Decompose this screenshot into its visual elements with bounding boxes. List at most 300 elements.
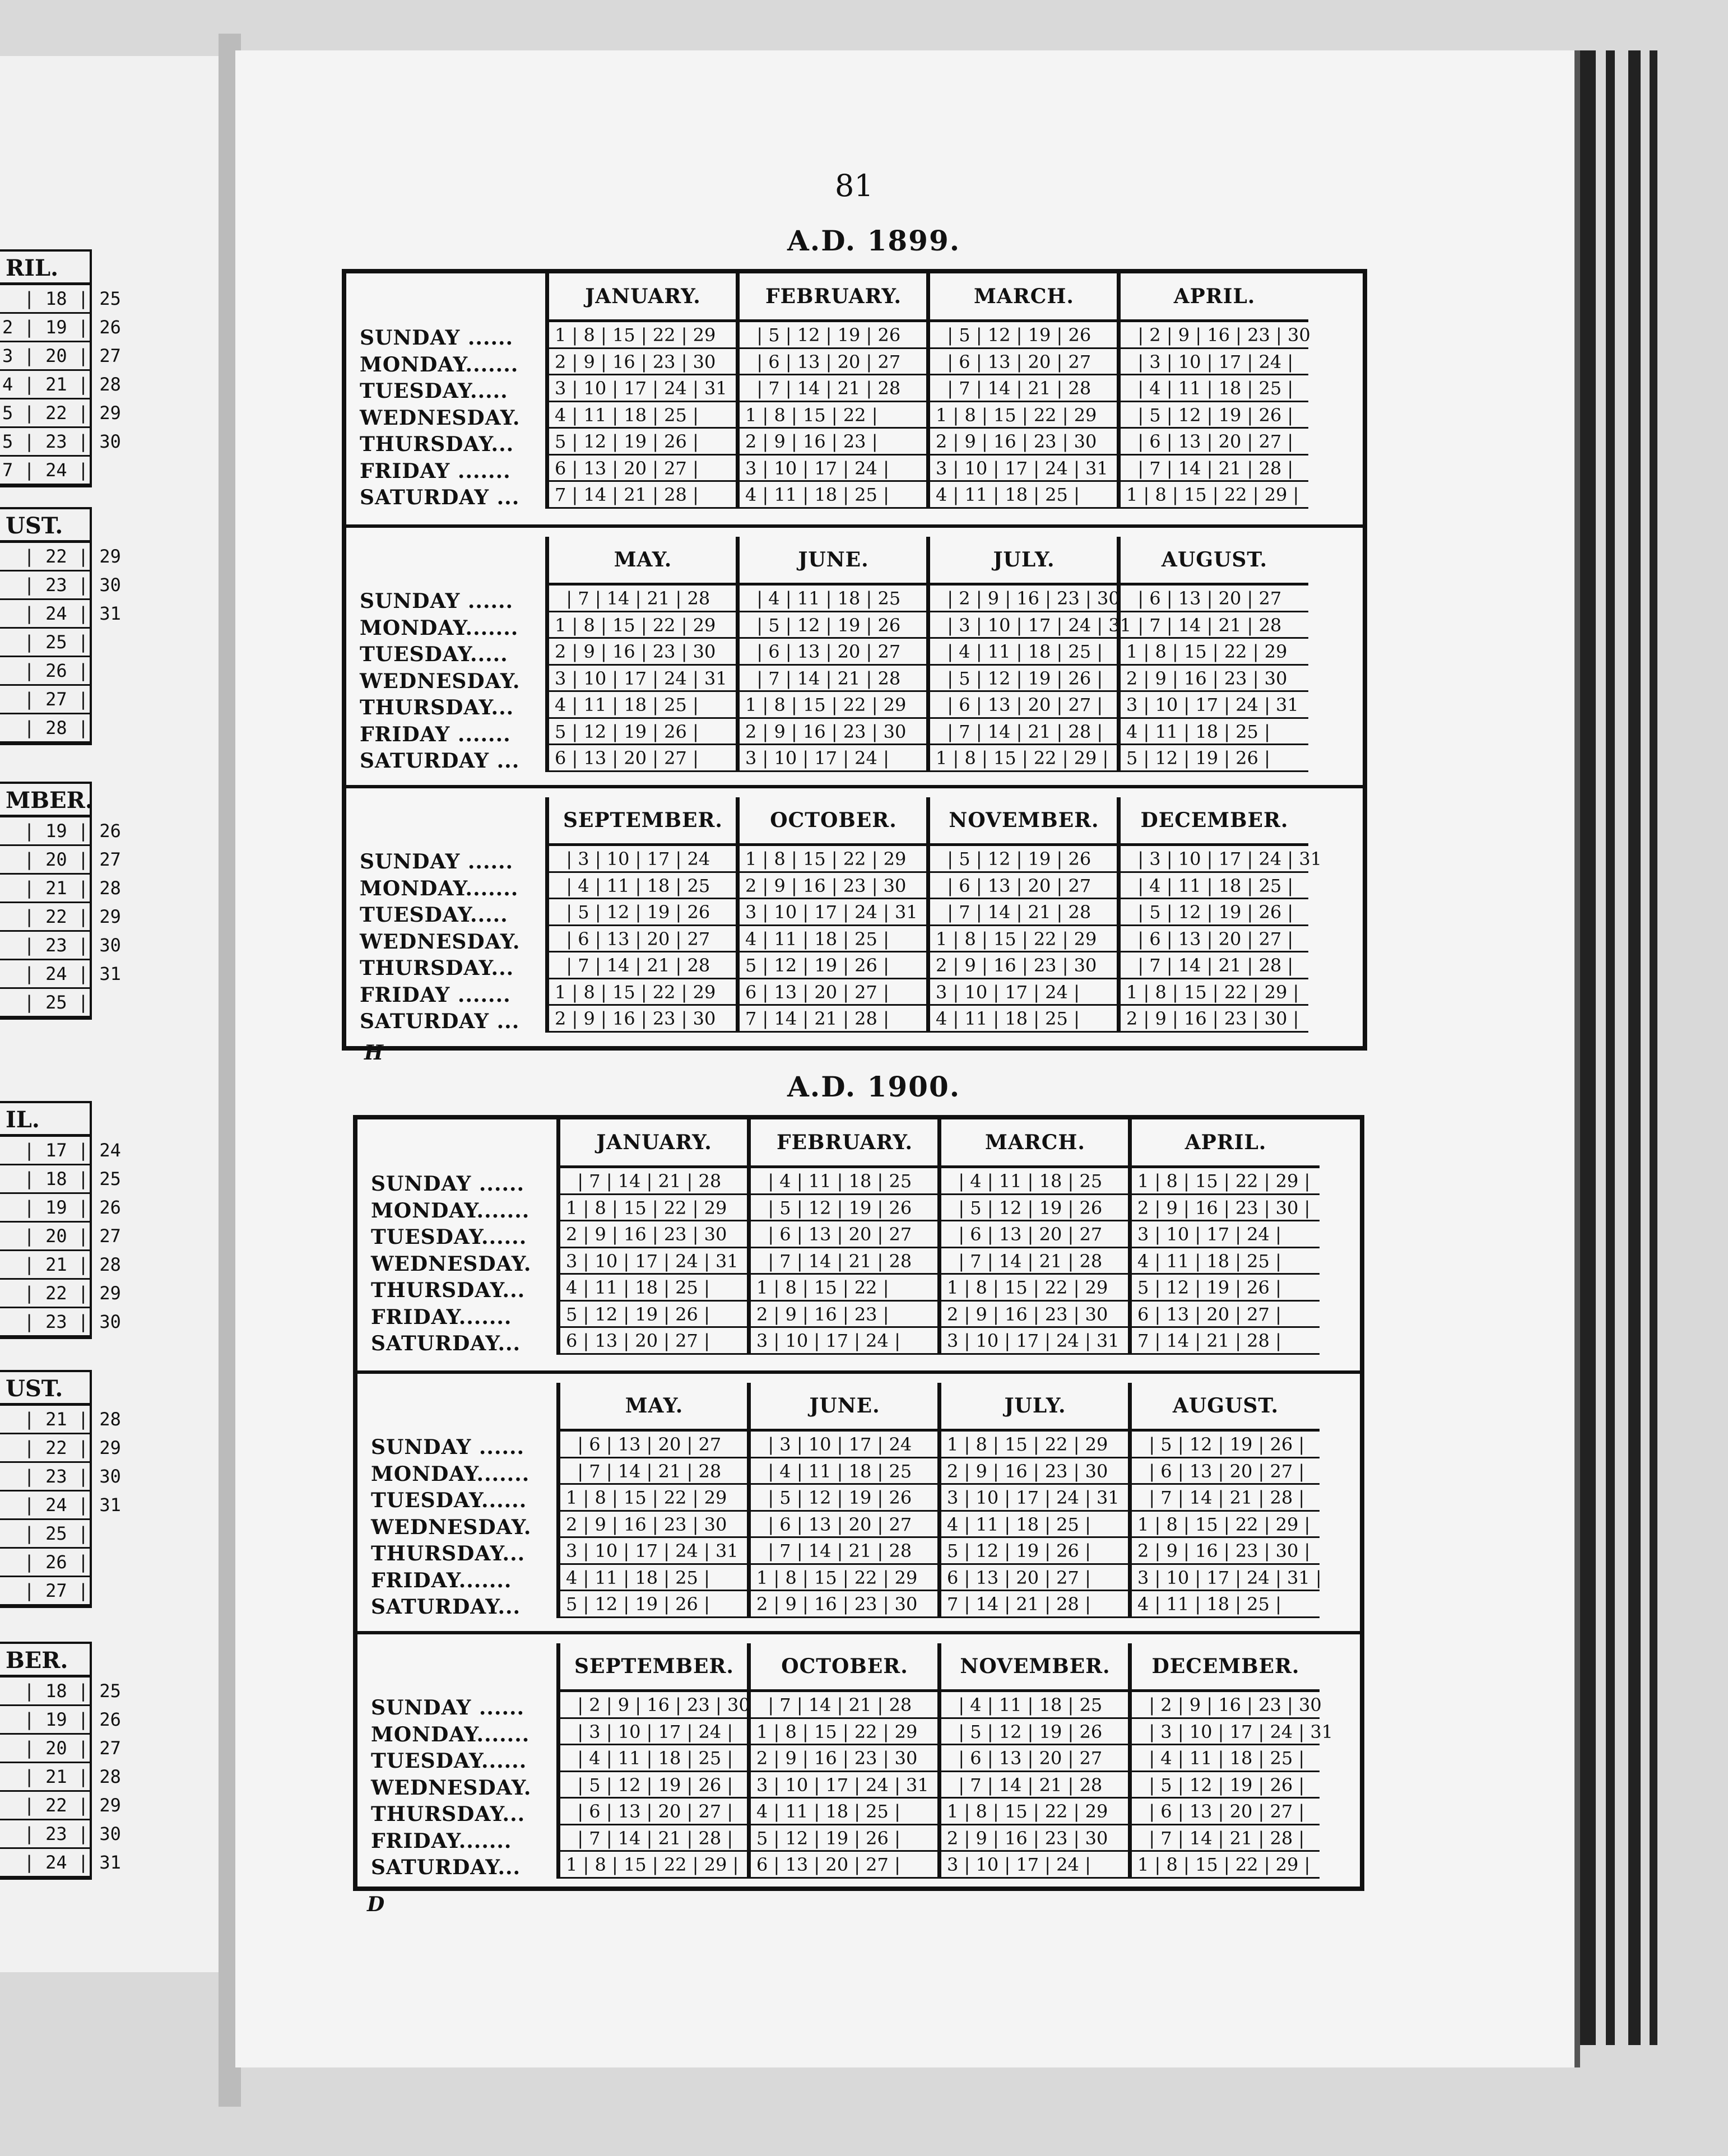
weekday-dates-row: | 7 | 14 | 21 | 28 | — [1121, 952, 1308, 979]
weekday-dates-row: 3 | 10 | 17 | 24 | 31 — [549, 375, 737, 402]
month-column — [747, 1383, 939, 1618]
weekday-dates-row: | 5 | 12 | 19 | 26 — [740, 322, 927, 349]
month-name: JULY. — [941, 1383, 1129, 1432]
month-name: FEBRUARY. — [751, 1119, 939, 1168]
month-column — [1128, 1643, 1334, 1879]
weekday-dates-row: 1 | 8 | 15 | 22 | 29 — [941, 1275, 1129, 1302]
month-column — [556, 1383, 748, 1618]
previous-page-column-header: UST. — [0, 509, 90, 543]
weekday-dates-row: 1 | 8 | 15 | 22 | 29 — [941, 1432, 1129, 1458]
weekday-dates-row: | 6 | 13 | 20 | 27 | — [1121, 926, 1308, 953]
weekday-labels — [371, 1434, 531, 1621]
weekday-dates-row: | 7 | 14 | 21 | 28 | — [1121, 456, 1308, 482]
weekday-dates-row: 2 | 9 | 16 | 23 | 30 — [941, 1458, 1129, 1485]
weekday-label: TUESDAY...... — [371, 1225, 527, 1249]
weekday-dates-row: | 7 | 14 | 21 | 28 — [560, 1168, 748, 1195]
weekday-dates-row: 3 | 10 | 17 | 24 | — [751, 1328, 939, 1355]
weekday-dates-row: 7 | 14 | 21 | 28 | — [549, 482, 737, 509]
weekday-label: SUNDAY ...... — [371, 1172, 525, 1196]
previous-page-row: | 19 | 26 — [0, 1706, 90, 1735]
weekday-label: WEDNESDAY. — [360, 669, 521, 693]
weekday-dates-row: | 3 | 10 | 17 | 24 | 31 — [1121, 846, 1308, 873]
weekday-dates-row: 1 | 8 | 15 | 22 | 29 — [930, 926, 1118, 953]
month-column — [747, 1643, 939, 1879]
weekday-dates-row: 4 | 11 | 18 | 25 | — [1132, 1248, 1320, 1275]
weekday-dates-row: | 4 | 11 | 18 | 25 — [751, 1458, 939, 1485]
month-column — [747, 1119, 939, 1355]
weekday-dates-row: | 7 | 14 | 21 | 28 — [751, 1538, 939, 1565]
month-column — [545, 537, 737, 772]
weekday-label: SATURDAY... — [371, 1595, 521, 1619]
weekday-label: FRIDAY ....... — [360, 722, 511, 746]
weekday-label: THURSDAY... — [371, 1802, 526, 1826]
weekday-dates-row: 3 | 10 | 17 | 24 | 31 — [549, 666, 737, 693]
previous-page-row: 5 | 22 | 29 — [0, 399, 90, 428]
weekday-dates-row: 1 | 8 | 15 | 22 | 29 — [560, 1485, 748, 1512]
previous-page-row: | 28 | — [0, 714, 90, 743]
weekday-dates-row: | 4 | 11 | 18 | 25 | — [930, 639, 1118, 666]
previous-page-row: | 25 | — [0, 989, 90, 1017]
weekday-dates-row: | 6 | 13 | 20 | 27 | — [1121, 429, 1308, 456]
weekday-dates-row: 2 | 9 | 16 | 23 | 30 | — [1132, 1538, 1320, 1565]
month-column — [1117, 537, 1308, 772]
weekday-dates-row: 3 | 10 | 17 | 24 | 31 — [751, 1772, 939, 1799]
previous-page-row: | 23 | 30 — [0, 1308, 90, 1337]
quarter-block — [346, 273, 1363, 537]
weekday-dates-row: | 7 | 14 | 21 | 28 — [941, 1248, 1129, 1275]
previous-page-row: | 21 | 28 — [0, 1251, 90, 1280]
weekday-dates-row: 5 | 12 | 19 | 26 | — [549, 719, 737, 746]
previous-page-column — [0, 782, 121, 1020]
weekday-dates-row: | 7 | 14 | 21 | 28 — [751, 1248, 939, 1275]
weekday-dates-row: | 6 | 13 | 20 | 27 — [560, 1432, 748, 1458]
weekday-label: TUESDAY...... — [371, 1489, 527, 1512]
month-name: MAY. — [560, 1383, 748, 1432]
weekday-dates-row: 2 | 9 | 16 | 23 | 30 — [941, 1302, 1129, 1328]
printer-signature-mark: H — [364, 1041, 384, 1065]
weekday-dates-row: | 2 | 9 | 16 | 23 | 30 — [930, 586, 1118, 612]
month-column — [937, 1119, 1129, 1355]
previous-page-row: | 18 | 25 — [0, 285, 90, 314]
previous-page-row: | 26 | — [0, 1549, 90, 1577]
weekday-dates-row: | 5 | 12 | 19 | 26 | — [1121, 899, 1308, 926]
weekday-label: THURSDAY... — [360, 433, 514, 456]
weekday-dates-row: | 5 | 12 | 19 | 26 — [941, 1195, 1129, 1222]
weekday-dates-row: 1 | 8 | 15 | 22 | 29 — [549, 612, 737, 639]
weekday-dates-row: 1 | 8 | 15 | 22 | — [740, 402, 927, 429]
previous-page-column-header: BER. — [0, 1644, 90, 1678]
weekday-dates-row: 1 | 8 | 15 | 22 | 29 | — [1121, 979, 1308, 1006]
weekday-dates-row: 3 | 10 | 17 | 24 | 31 — [930, 456, 1118, 482]
weekday-dates-row: 4 | 11 | 18 | 25 | — [549, 402, 737, 429]
weekday-labels — [371, 1695, 531, 1881]
previous-page-row: | 24 | 31 — [0, 1849, 90, 1878]
weekday-dates-row: 4 | 11 | 18 | 25 | — [930, 1006, 1118, 1033]
month-name: DECEMBER. — [1121, 797, 1308, 846]
weekday-dates-row: | 5 | 12 | 19 | 26 — [751, 1485, 939, 1512]
previous-page-row: 7 | 24 | — [0, 457, 90, 485]
weekday-label: MONDAY....... — [371, 1722, 530, 1746]
weekday-label: MONDAY....... — [360, 352, 519, 377]
weekday-label: SUNDAY ...... — [360, 589, 514, 613]
weekday-dates-row: 1 | 8 | 15 | 22 | 29 | — [560, 1852, 748, 1879]
year-title: A.D. 1900. — [787, 1070, 961, 1103]
weekday-dates-row: 1 | 8 | 15 | 22 | 29 | — [1132, 1168, 1320, 1195]
weekday-dates-row: | 6 | 13 | 20 | 27 | — [1132, 1458, 1320, 1485]
month-name: MARCH. — [941, 1119, 1129, 1168]
weekday-dates-row: 3 | 10 | 17 | 24 | 31 — [941, 1328, 1129, 1355]
weekday-dates-row: | 5 | 12 | 19 | 26 | — [560, 1772, 748, 1799]
weekday-dates-row: 4 | 11 | 18 | 25 | — [1121, 719, 1308, 746]
previous-page-row: 4 | 21 | 28 — [0, 371, 90, 399]
weekday-dates-row: | 7 | 14 | 21 | 28 — [740, 666, 927, 693]
month-column — [556, 1119, 748, 1355]
previous-page-column-header: MBER. — [0, 784, 90, 817]
weekday-dates-row: 2 | 9 | 16 | 23 | 30 — [549, 1006, 737, 1033]
year-calendar-table — [353, 1115, 1364, 1891]
weekday-dates-row: | 3 | 10 | 17 | 24 | — [560, 1719, 748, 1746]
month-name: NOVEMBER. — [941, 1643, 1129, 1692]
weekday-labels — [360, 849, 520, 1035]
weekday-dates-row: 4 | 11 | 18 | 25 | — [1132, 1591, 1320, 1618]
weekday-dates-row: 4 | 11 | 18 | 25 | — [751, 1799, 939, 1825]
weekday-label: FRIDAY....... — [371, 1568, 512, 1592]
previous-page-row: | 17 | 24 — [0, 1137, 90, 1165]
weekday-label: SUNDAY ...... — [371, 1435, 525, 1459]
page-edge — [1580, 50, 1596, 2045]
weekday-label: TUESDAY..... — [360, 643, 508, 666]
weekday-dates-row: 1 | 8 | 15 | 22 | 29 — [930, 402, 1118, 429]
weekday-label: WEDNESDAY. — [371, 1776, 532, 1800]
previous-page-row: | 20 | 27 — [0, 1223, 90, 1251]
weekday-dates-row: | 7 | 14 | 21 | 28 — [751, 1692, 939, 1719]
previous-page-row: | 23 | 30 — [0, 1463, 90, 1491]
weekday-label: SATURDAY... — [371, 1856, 521, 1879]
month-name: JANUARY. — [560, 1119, 748, 1168]
month-name: SEPTEMBER. — [549, 797, 737, 846]
page-number: 81 — [835, 168, 874, 203]
month-name: OCTOBER. — [740, 797, 927, 846]
weekday-dates-row: 1 | 8 | 15 | 22 | 29 | — [1132, 1852, 1320, 1879]
quarter-divider — [357, 1631, 1360, 1634]
weekday-dates-row: 3 | 10 | 17 | 24 | — [1132, 1221, 1320, 1248]
weekday-label: SATURDAY... — [371, 1332, 521, 1355]
weekday-label: FRIDAY....... — [371, 1305, 512, 1329]
weekday-label: THURSDAY... — [371, 1279, 526, 1302]
month-column — [937, 1383, 1129, 1618]
weekday-dates-row: | 5 | 12 | 19 | 26 — [549, 899, 737, 926]
weekday-label: FRIDAY ....... — [360, 459, 511, 483]
weekday-dates-row: 2 | 9 | 16 | 23 | 30 | — [1121, 1006, 1308, 1033]
weekday-dates-row: 2 | 9 | 16 | 23 | 30 — [549, 639, 737, 666]
previous-page-row: | 18 | 25 — [0, 1678, 90, 1706]
weekday-dates-row: 1 | 8 | 15 | 22 | 29 — [740, 846, 927, 873]
weekday-label: SATURDAY ... — [360, 749, 520, 773]
weekday-dates-row: 4 | 11 | 18 | 25 | — [549, 692, 737, 719]
month-column — [556, 1643, 748, 1879]
weekday-dates-row: 2 | 9 | 16 | 23 | 30 — [930, 429, 1118, 456]
previous-page-row: | 23 | 30 — [0, 571, 90, 600]
month-column — [926, 537, 1132, 772]
weekday-dates-row: 6 | 13 | 20 | 27 | — [751, 1852, 939, 1879]
weekday-dates-row: 3 | 10 | 17 | 24 | 31 — [560, 1538, 748, 1565]
previous-page-row: | 21 | 28 — [0, 1406, 90, 1434]
weekday-label: TUESDAY...... — [371, 1749, 527, 1773]
weekday-label: WEDNESDAY. — [360, 406, 521, 430]
weekday-dates-row: 7 | 14 | 21 | 28 | — [1132, 1328, 1320, 1355]
previous-page-column — [0, 1370, 121, 1608]
quarter-divider — [346, 524, 1363, 528]
weekday-dates-row: | 3 | 10 | 17 | 24 | — [1121, 349, 1308, 376]
weekday-dates-row: 3 | 10 | 17 | 24 | 31 | — [1132, 1565, 1320, 1592]
month-name: JANUARY. — [549, 273, 737, 322]
quarter-divider — [346, 785, 1363, 788]
weekday-dates-row: | 4 | 11 | 18 | 25 — [941, 1692, 1129, 1719]
quarter-block — [346, 797, 1363, 1046]
weekday-dates-row: 2 | 9 | 16 | 23 | 30 — [751, 1745, 939, 1772]
weekday-dates-row: 3 | 10 | 17 | 24 | — [740, 456, 927, 482]
weekday-dates-row: | 6 | 13 | 20 | 27 — [751, 1512, 939, 1539]
weekday-labels — [360, 588, 520, 775]
weekday-dates-row: 1 | 8 | 15 | 22 | 29 — [751, 1719, 939, 1746]
weekday-dates-row: | 6 | 13 | 20 | 27 — [740, 639, 927, 666]
weekday-dates-row: | 4 | 11 | 18 | 25 | — [560, 1745, 748, 1772]
weekday-dates-row: | 7 | 14 | 21 | 28 — [549, 586, 737, 612]
weekday-dates-row: | 5 | 12 | 19 | 26 — [740, 612, 927, 639]
weekday-dates-row: 3 | 10 | 17 | 24 | 31 — [740, 899, 927, 926]
weekday-dates-row: 6 | 13 | 20 | 27 | — [560, 1328, 748, 1355]
previous-page-row: 5 | 23 | 30 — [0, 428, 90, 457]
weekday-dates-row: 5 | 12 | 19 | 26 | — [740, 952, 927, 979]
weekday-dates-row: | 2 | 9 | 16 | 23 | 30 — [1132, 1692, 1320, 1719]
weekday-dates-row: 3 | 10 | 17 | 24 | 31 — [560, 1248, 748, 1275]
weekday-label: SATURDAY ... — [360, 486, 520, 509]
year-calendar-table — [342, 269, 1367, 1051]
previous-page-column-header: IL. — [0, 1103, 90, 1137]
month-name: JUNE. — [740, 537, 927, 586]
month-name: DECEMBER. — [1132, 1643, 1320, 1692]
weekday-label: WEDNESDAY. — [360, 930, 521, 954]
weekday-dates-row: 7 | 14 | 21 | 28 | — [941, 1591, 1129, 1618]
weekday-dates-row: | 7 | 14 | 21 | 28 — [941, 1772, 1129, 1799]
month-column — [926, 797, 1118, 1033]
weekday-dates-row: 4 | 11 | 18 | 25 | — [740, 482, 927, 509]
page-edge — [1628, 50, 1641, 2045]
weekday-label: SUNDAY ...... — [371, 1696, 525, 1720]
month-name: OCTOBER. — [751, 1643, 939, 1692]
weekday-dates-row: 5 | 12 | 19 | 26 | — [1121, 745, 1308, 772]
weekday-dates-row: | 6 | 13 | 20 | 27 — [549, 926, 737, 953]
weekday-dates-row: 1 | 8 | 15 | 22 | 29 — [941, 1799, 1129, 1825]
weekday-dates-row: 4 | 11 | 18 | 25 | — [560, 1275, 748, 1302]
weekday-dates-row: 5 | 12 | 19 | 26 | — [751, 1825, 939, 1852]
weekday-dates-row: 2 | 9 | 16 | 23 | 30 — [549, 349, 737, 376]
page-edge — [1606, 50, 1615, 2045]
weekday-dates-row: 5 | 12 | 19 | 26 | — [560, 1591, 748, 1618]
previous-page-row: | 23 | 30 — [0, 1820, 90, 1849]
weekday-dates-row: | 4 | 11 | 18 | 25 | — [1121, 375, 1308, 402]
weekday-dates-row: | 4 | 11 | 18 | 25 — [549, 873, 737, 900]
weekday-dates-row: | 6 | 13 | 20 | 27 | — [560, 1799, 748, 1825]
weekday-dates-row: | 7 | 14 | 21 | 28 — [930, 899, 1118, 926]
weekday-dates-row: | 5 | 12 | 19 | 26 — [751, 1195, 939, 1222]
quarter-block — [357, 1643, 1360, 1886]
month-name: AUGUST. — [1132, 1383, 1320, 1432]
weekday-dates-row: | 7 | 14 | 21 | 28 — [1121, 612, 1308, 639]
previous-page-column — [0, 1101, 121, 1339]
month-name: APRIL. — [1121, 273, 1308, 322]
previous-page-column-header: UST. — [0, 1372, 90, 1406]
weekday-dates-row: | 6 | 13 | 20 | 27 — [930, 349, 1118, 376]
weekday-label: THURSDAY... — [360, 696, 514, 719]
previous-page-row: | 20 | 27 — [0, 846, 90, 875]
month-name: JULY. — [930, 537, 1118, 586]
weekday-dates-row: 5 | 12 | 19 | 26 | — [1132, 1275, 1320, 1302]
month-column — [937, 1643, 1129, 1879]
previous-page-column — [0, 507, 121, 745]
weekday-dates-row: | 5 | 12 | 19 | 26 — [930, 322, 1118, 349]
month-column — [736, 797, 927, 1033]
weekday-dates-row: | 4 | 11 | 18 | 25 — [941, 1168, 1129, 1195]
weekday-labels — [360, 325, 520, 512]
weekday-label: SUNDAY ...... — [360, 850, 514, 873]
weekday-dates-row: | 7 | 14 | 21 | 28 | — [1132, 1485, 1320, 1512]
previous-page-row: | 25 | — [0, 1520, 90, 1549]
weekday-dates-row: 1 | 8 | 15 | 22 | 29 | — [1132, 1512, 1320, 1539]
weekday-label: MONDAY....... — [371, 1462, 530, 1486]
quarter-block — [346, 537, 1363, 797]
weekday-dates-row: | 2 | 9 | 16 | 23 | 30 — [1121, 322, 1308, 349]
month-column — [1117, 797, 1322, 1033]
previous-page-row: | 22 | 29 — [0, 1792, 90, 1820]
month-column — [1128, 1119, 1320, 1355]
weekday-dates-row: 1 | 8 | 15 | 22 | 29 | — [930, 745, 1118, 772]
weekday-label: MONDAY....... — [371, 1198, 530, 1223]
weekday-dates-row: | 3 | 10 | 17 | 24 | 31 — [1132, 1719, 1320, 1746]
weekday-dates-row: | 6 | 13 | 20 | 27 — [751, 1221, 939, 1248]
month-column — [736, 537, 927, 772]
weekday-dates-row: | 6 | 13 | 20 | 27 — [930, 873, 1118, 900]
month-name: APRIL. — [1132, 1119, 1320, 1168]
month-column — [1128, 1383, 1320, 1618]
weekday-dates-row: 3 | 10 | 17 | 24 | 31 — [1121, 692, 1308, 719]
month-column — [545, 273, 737, 509]
weekday-dates-row: | 4 | 11 | 18 | 25 — [751, 1168, 939, 1195]
weekday-dates-row: 2 | 9 | 16 | 23 | 30 — [930, 952, 1118, 979]
previous-page-row: | 24 | 31 — [0, 600, 90, 629]
weekday-dates-row: | 5 | 12 | 19 | 26 — [941, 1719, 1129, 1746]
quarter-block — [357, 1383, 1360, 1643]
weekday-dates-row: | 7 | 14 | 21 | 28 | — [1132, 1825, 1320, 1852]
weekday-dates-row: 2 | 9 | 16 | 23 | 30 — [560, 1221, 748, 1248]
weekday-dates-row: | 5 | 12 | 19 | 26 — [930, 846, 1118, 873]
previous-page-column — [0, 249, 121, 487]
printer-signature-mark: D — [367, 1893, 385, 1916]
weekday-dates-row: 1 | 8 | 15 | 22 | 29 — [560, 1195, 748, 1222]
weekday-dates-row: | 6 | 13 | 20 | 27 — [1121, 586, 1308, 612]
weekday-dates-row: 5 | 12 | 19 | 26 | — [560, 1302, 748, 1328]
weekday-dates-row: | 6 | 13 | 20 | 27 | — [1132, 1799, 1320, 1825]
weekday-dates-row: 4 | 11 | 18 | 25 | — [941, 1512, 1129, 1539]
quarter-divider — [357, 1370, 1360, 1374]
weekday-label: FRIDAY....... — [371, 1829, 512, 1853]
weekday-dates-row: 2 | 9 | 16 | 23 | 30 — [740, 873, 927, 900]
weekday-dates-row: 6 | 13 | 20 | 27 | — [549, 456, 737, 482]
weekday-dates-row: 6 | 13 | 20 | 27 | — [941, 1565, 1129, 1592]
weekday-dates-row: 2 | 9 | 16 | 23 | 30 — [941, 1825, 1129, 1852]
previous-page-row: | 22 | 29 — [0, 1434, 90, 1463]
previous-page-row: | 20 | 27 — [0, 1735, 90, 1763]
previous-page-row: | 19 | 26 — [0, 1194, 90, 1223]
weekday-dates-row: 1 | 8 | 15 | 22 | 29 — [549, 979, 737, 1006]
weekday-dates-row: | 2 | 9 | 16 | 23 | 30 — [560, 1692, 748, 1719]
weekday-dates-row: | 6 | 13 | 20 | 27 — [941, 1221, 1129, 1248]
weekday-dates-row: 4 | 11 | 18 | 25 | — [930, 482, 1118, 509]
weekday-dates-row: | 6 | 13 | 20 | 27 | — [930, 692, 1118, 719]
previous-page-row: | 19 | 26 — [0, 817, 90, 846]
month-name: AUGUST. — [1121, 537, 1308, 586]
previous-page-row: | 22 | 29 — [0, 903, 90, 932]
previous-page-row: | 24 | 31 — [0, 1491, 90, 1520]
month-name: FEBRUARY. — [740, 273, 927, 322]
weekday-dates-row: | 7 | 14 | 21 | 28 | — [560, 1825, 748, 1852]
month-name: MARCH. — [930, 273, 1118, 322]
month-column — [926, 273, 1118, 509]
weekday-label: MONDAY....... — [360, 876, 519, 900]
weekday-dates-row: | 3 | 10 | 17 | 24 | 31 — [930, 612, 1118, 639]
weekday-dates-row: 2 | 9 | 16 | 23 | 30 — [740, 719, 927, 746]
weekday-dates-row: 1 | 8 | 15 | 22 | 29 — [740, 692, 927, 719]
weekday-dates-row: 1 | 8 | 15 | 22 | 29 — [549, 322, 737, 349]
weekday-label: SUNDAY ...... — [360, 326, 514, 350]
weekday-label: WEDNESDAY. — [371, 1515, 532, 1539]
weekday-dates-row: | 6 | 13 | 20 | 27 — [941, 1745, 1129, 1772]
month-name: SEPTEMBER. — [560, 1643, 748, 1692]
weekday-dates-row: 1 | 8 | 15 | 22 | 29 — [751, 1565, 939, 1592]
weekday-dates-row: | 3 | 10 | 17 | 24 — [751, 1432, 939, 1458]
previous-page-row: | 22 | 29 — [0, 1280, 90, 1308]
weekday-label: FRIDAY ....... — [360, 983, 511, 1007]
weekday-dates-row: | 6 | 13 | 20 | 27 — [740, 349, 927, 376]
weekday-dates-row: 1 | 8 | 15 | 22 | 29 | — [1121, 482, 1308, 509]
weekday-dates-row: | 4 | 11 | 18 | 25 — [740, 586, 927, 612]
weekday-dates-row: 2 | 9 | 16 | 23 | 30 — [560, 1512, 748, 1539]
previous-page-row: 2 | 19 | 26 — [0, 314, 90, 342]
weekday-label: SATURDAY ... — [360, 1010, 520, 1033]
weekday-dates-row: 2 | 9 | 16 | 23 | — [751, 1302, 939, 1328]
month-column — [545, 797, 737, 1033]
weekday-dates-row: 5 | 12 | 19 | 26 | — [941, 1538, 1129, 1565]
weekday-dates-row: 3 | 10 | 17 | 24 | — [941, 1852, 1129, 1879]
weekday-dates-row: | 7 | 14 | 21 | 28 — [560, 1458, 748, 1485]
month-column — [1117, 273, 1311, 509]
weekday-dates-row: 4 | 11 | 18 | 25 | — [560, 1565, 748, 1592]
weekday-dates-row: 7 | 14 | 21 | 28 | — [740, 1006, 927, 1033]
weekday-dates-row: 3 | 10 | 17 | 24 | — [740, 745, 927, 772]
weekday-dates-row: 1 | 8 | 15 | 22 | — [751, 1275, 939, 1302]
previous-page-row: | 27 | — [0, 1577, 90, 1606]
weekday-dates-row: 4 | 11 | 18 | 25 | — [740, 926, 927, 953]
weekday-dates-row: | 4 | 11 | 18 | 25 | — [1121, 873, 1308, 900]
page-edge — [1650, 50, 1657, 2045]
weekday-label: TUESDAY..... — [360, 903, 508, 927]
weekday-dates-row: 2 | 9 | 16 | 23 | — [740, 429, 927, 456]
weekday-dates-row: | 7 | 14 | 21 | 28 — [740, 375, 927, 402]
quarter-block — [357, 1119, 1360, 1383]
month-name: JUNE. — [751, 1383, 939, 1432]
weekday-dates-row: 5 | 12 | 19 | 26 | — [549, 429, 737, 456]
month-column — [736, 273, 927, 509]
